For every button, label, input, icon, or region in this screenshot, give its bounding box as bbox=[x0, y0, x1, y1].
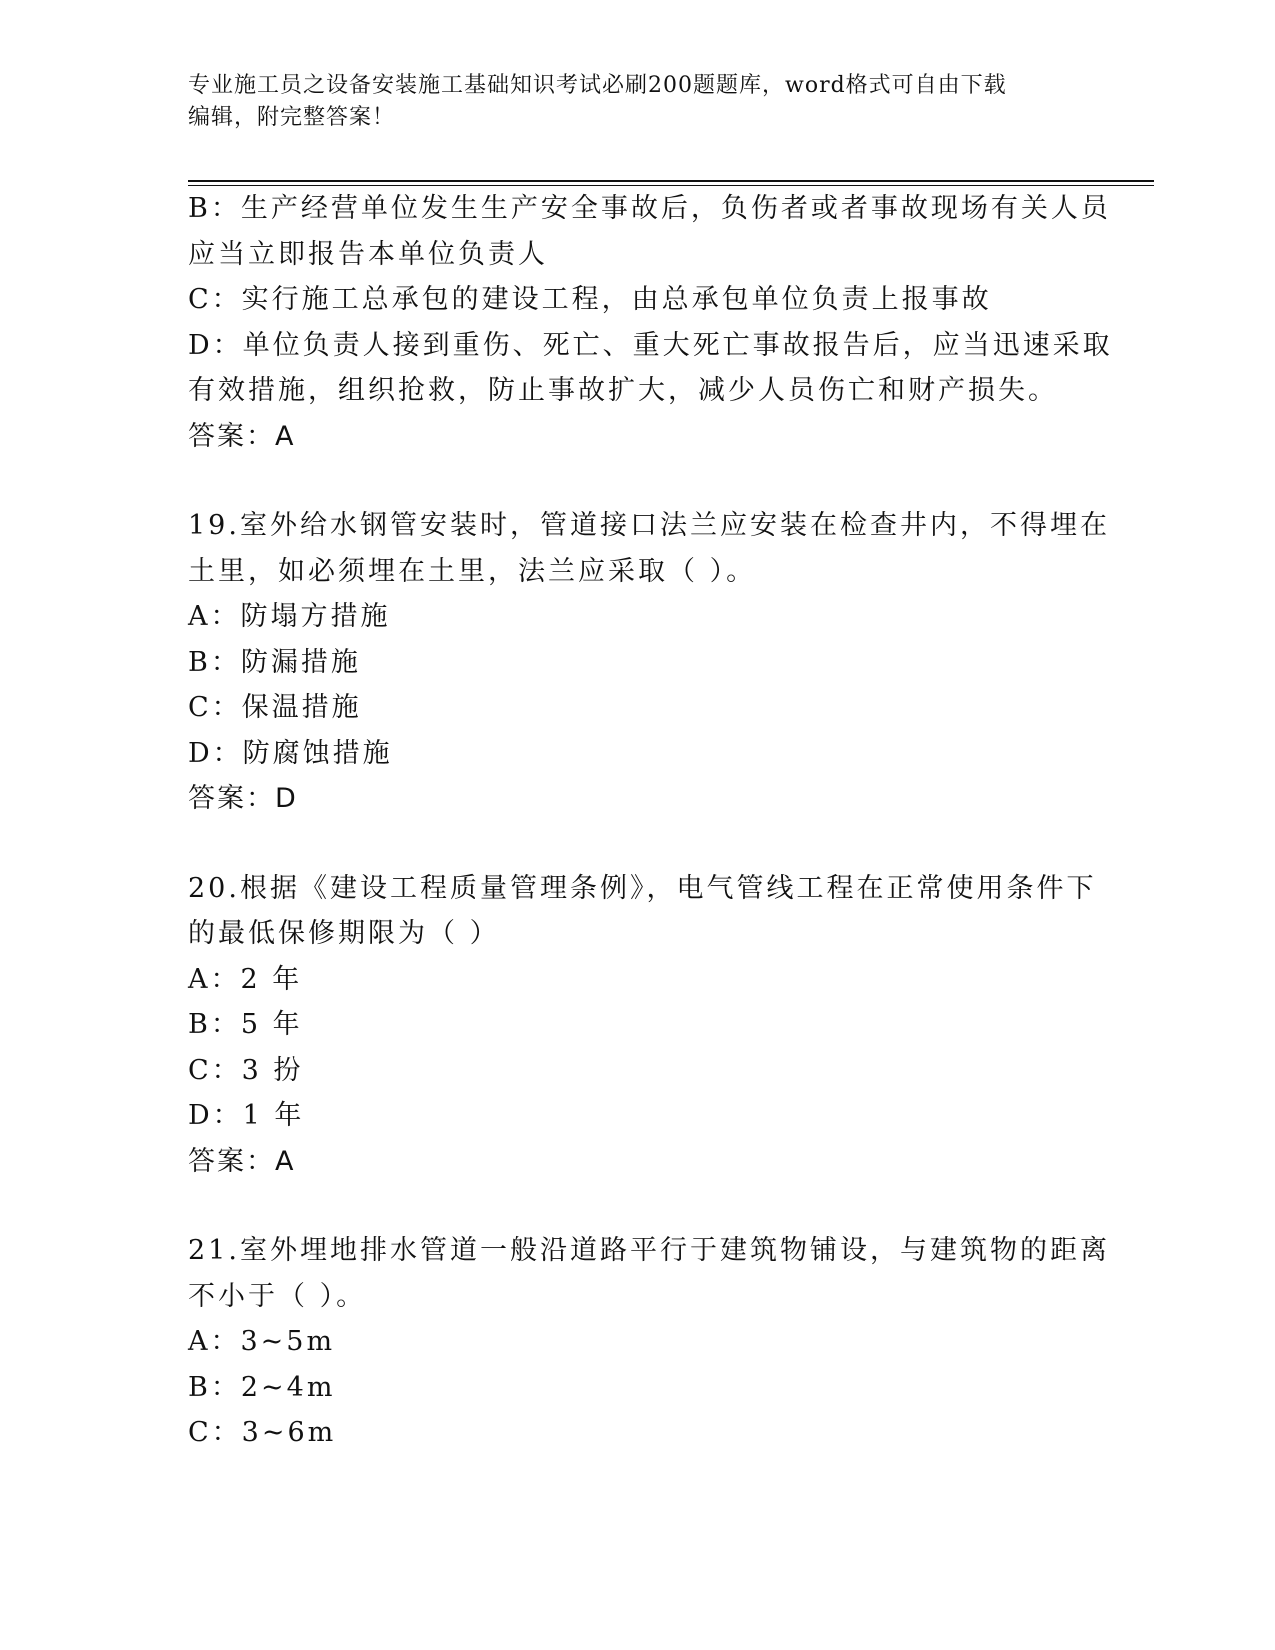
header-title-line-2: 编辑，附完整答案！ bbox=[188, 105, 396, 130]
spacer bbox=[188, 1184, 1088, 1228]
option-a: A：3~5m bbox=[188, 1326, 336, 1357]
header-title-line-1: 专业施工员之设备安装施工基础知识考试必刷200题题库，word格式可自由下载 bbox=[188, 73, 1007, 98]
question-text-line-2: 的最低保修期限为（ ） bbox=[188, 918, 500, 949]
document-header bbox=[188, 70, 1068, 134]
question-block-19 bbox=[188, 503, 1110, 822]
option-d-line-1: D：单位负责人接到重伤、死亡、重大死亡事故报告后，应当迅速采取 bbox=[188, 329, 1113, 361]
document-body bbox=[188, 186, 1113, 1456]
option-d-line-2: 有效措施，组织抢救，防止事故扩大，减少人员伤亡和财产损失。 bbox=[188, 375, 1058, 406]
header-divider-thick bbox=[188, 180, 1154, 182]
option-a: A：2 年 bbox=[188, 963, 303, 995]
option-b-line-2: 应当立即报告本单位负责人 bbox=[188, 238, 548, 270]
answer-label: 答案：D bbox=[188, 783, 298, 814]
option-d: D：1 年 bbox=[188, 1100, 305, 1131]
spacer bbox=[188, 822, 1088, 866]
question-block-18 bbox=[188, 186, 1113, 459]
option-b: B：防漏措施 bbox=[188, 646, 361, 678]
option-b: B：5 年 bbox=[188, 1009, 303, 1040]
option-c: C：保温措施 bbox=[188, 692, 362, 723]
question-text-line-2: 不小于（ ）。 bbox=[188, 1280, 367, 1312]
option-c: C：实行施工总承包的建设工程，由总承包单位负责上报事故 bbox=[188, 284, 992, 315]
option-b-line-1: B：生产经营单位发生生产安全事故后，负伤者或者事故现场有关人员 bbox=[188, 193, 1111, 224]
answer-label: 答案：A bbox=[188, 1145, 296, 1177]
question-text-line-2: 土里，如必须埋在土里，法兰应采取（ ）。 bbox=[188, 555, 757, 587]
option-c: C：3 扮 bbox=[188, 1054, 304, 1086]
spacer bbox=[188, 459, 1088, 503]
question-block-21 bbox=[188, 1228, 1110, 1456]
question-text-line-1: 20.根据《建设工程质量管理条例》，电气管线工程在正常使用条件下 bbox=[188, 872, 1097, 904]
answer-label: 答案：A bbox=[188, 420, 296, 452]
option-c: C：3~6m bbox=[188, 1417, 337, 1448]
option-b: B：2~4m bbox=[188, 1371, 336, 1403]
option-d: D：防腐蚀措施 bbox=[188, 737, 393, 769]
question-text-line-1: 21.室外埋地排水管道一般沿道路平行于建筑物铺设，与建筑物的距离 bbox=[188, 1235, 1110, 1266]
question-text-line-1: 19.室外给水钢管安装时，管道接口法兰应安装在检查井内，不得埋在 bbox=[188, 510, 1110, 541]
option-a: A：防塌方措施 bbox=[188, 601, 391, 632]
question-block-20 bbox=[188, 866, 1097, 1185]
